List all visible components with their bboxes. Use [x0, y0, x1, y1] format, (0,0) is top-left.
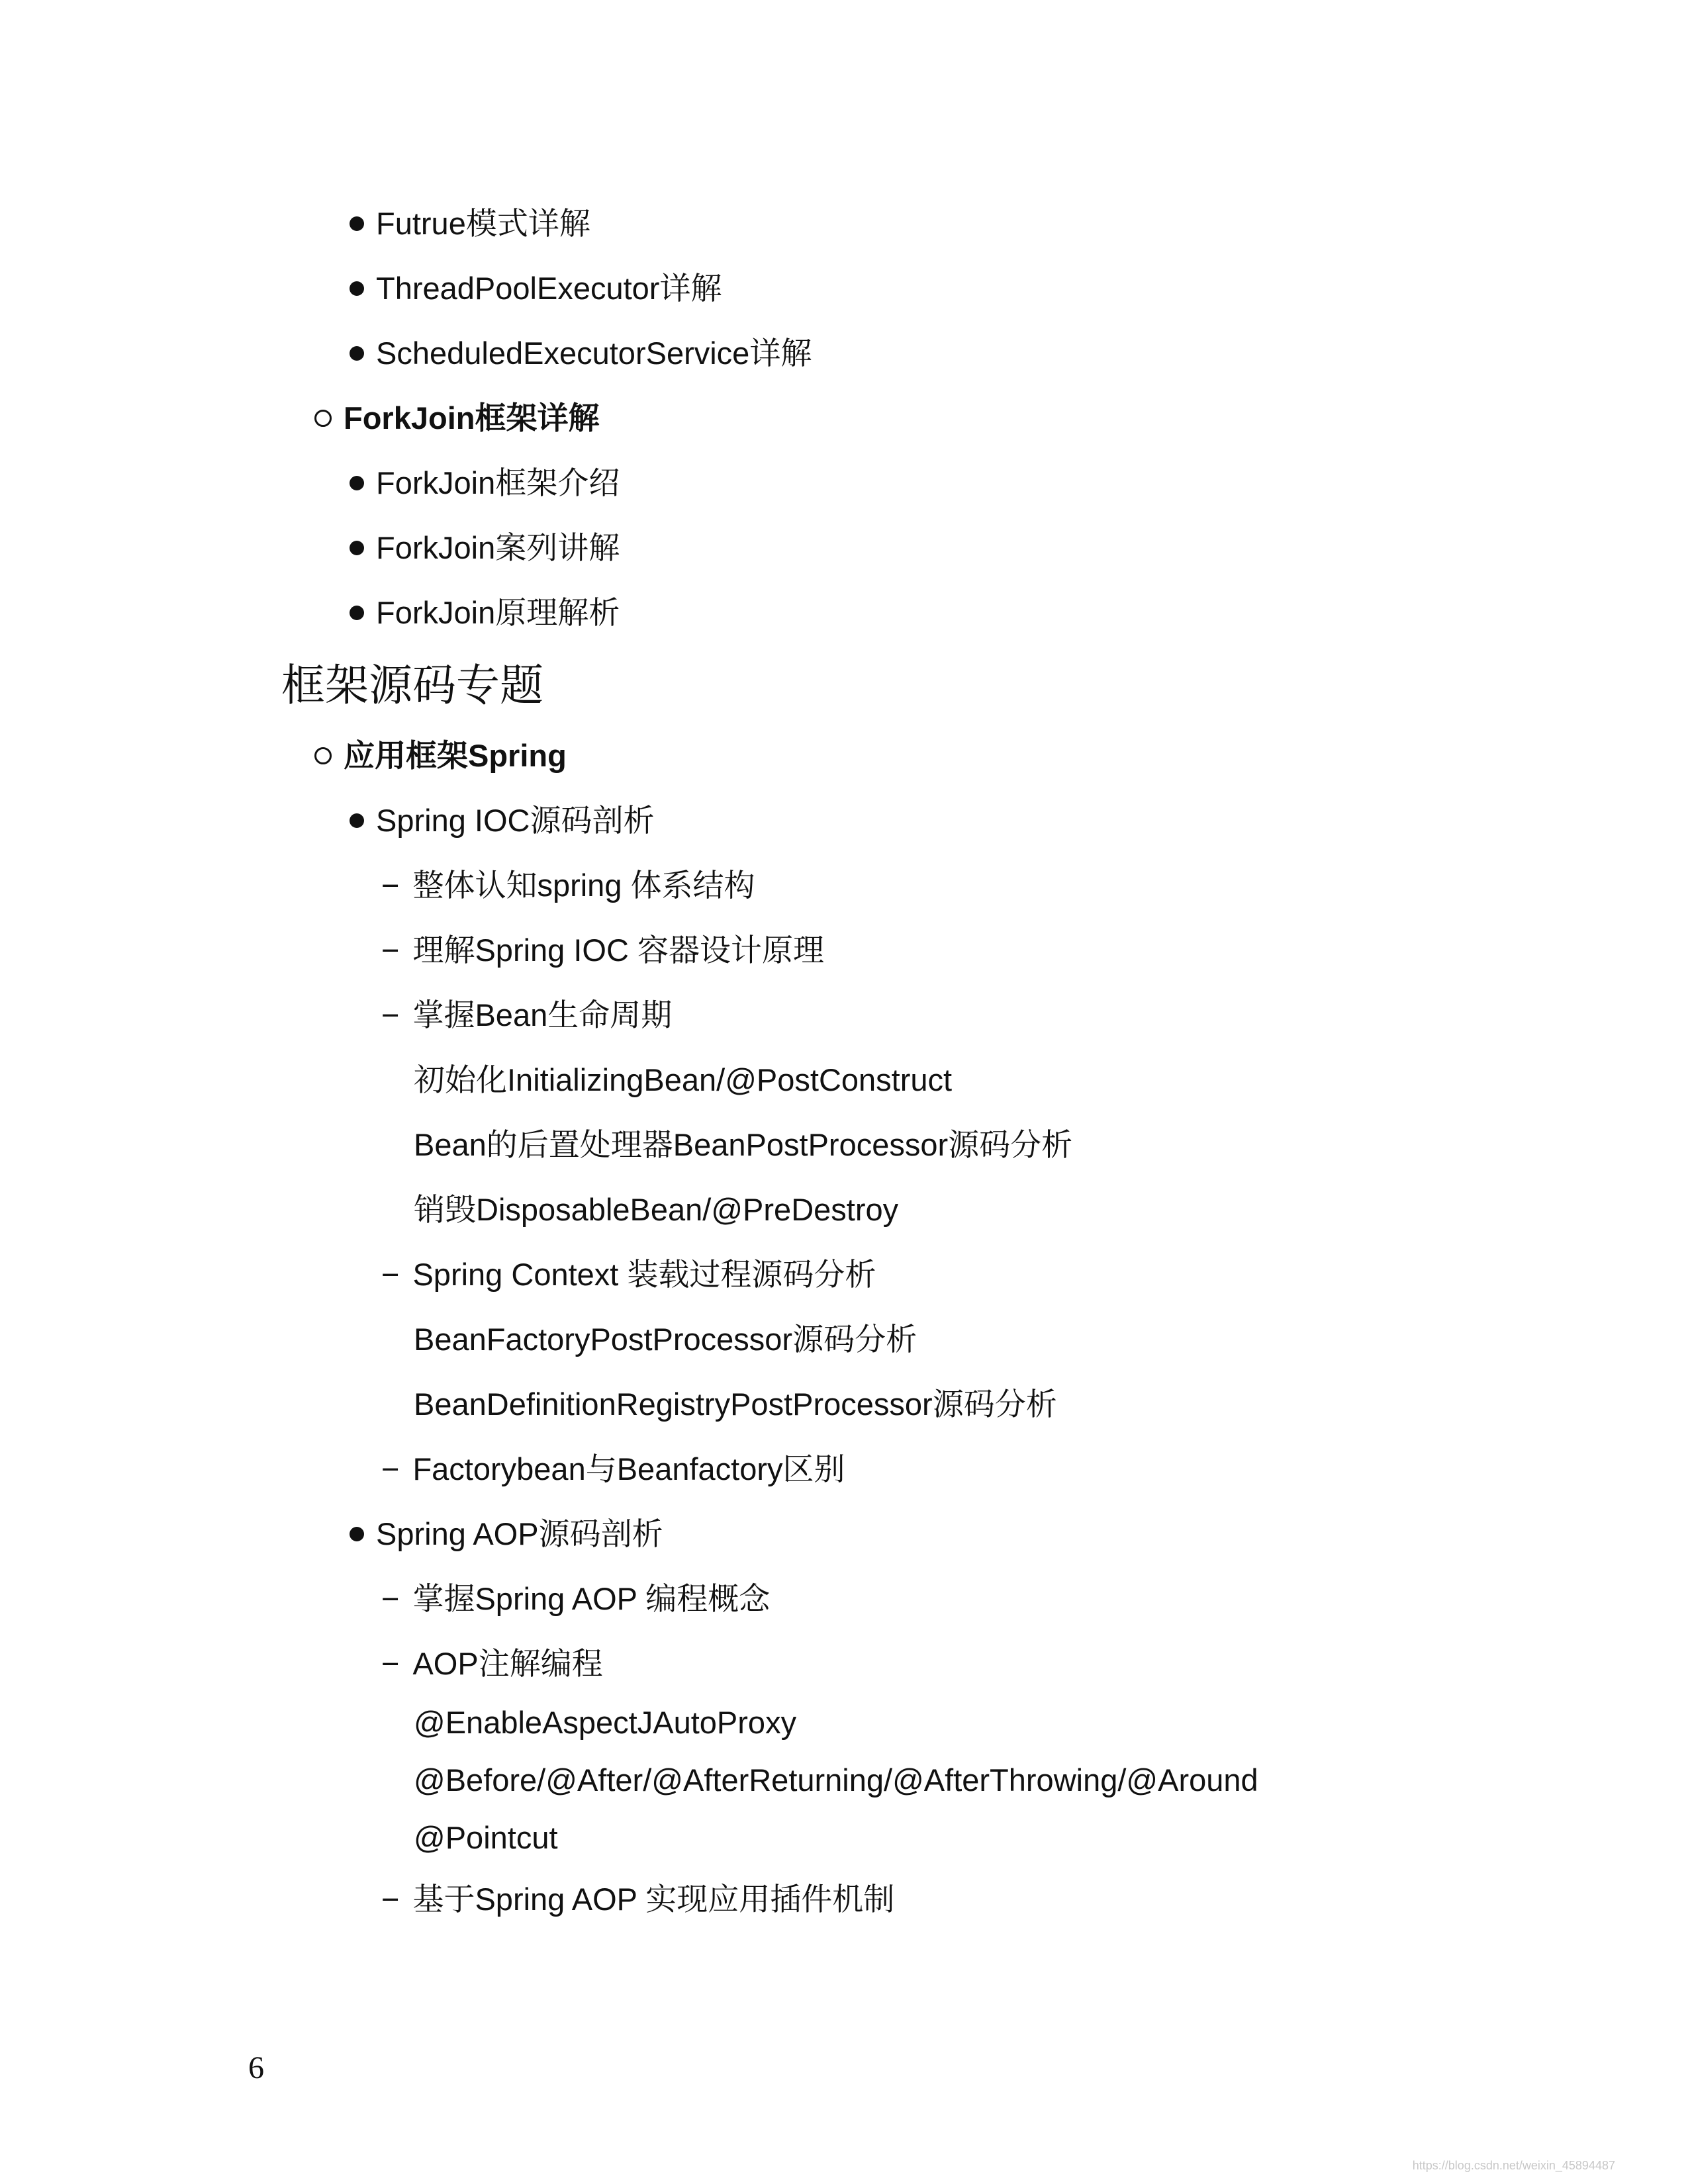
outline-subitem: − Factorybean与Beanfactory区别	[381, 1449, 845, 1489]
section-heading: 框架源码专题	[281, 660, 543, 709]
outline-item: Futrue模式详解	[350, 204, 590, 244]
outline-detail: BeanDefinitionRegistryPostProcessor源码分析	[414, 1387, 1057, 1422]
outline-subitem: − 掌握Spring AOP 编程概念	[381, 1579, 770, 1619]
outline-item: Spring IOC源码剖析	[350, 801, 654, 841]
outline-item: Spring AOP源码剖析	[350, 1514, 663, 1554]
outline-subitem: − 理解Spring IOC 容器设计原理	[381, 931, 824, 970]
dash-marker: −	[381, 1882, 400, 1917]
dash-marker: −	[381, 1646, 400, 1681]
dash-marker: −	[381, 868, 400, 903]
bullet-dot-icon	[350, 476, 364, 490]
outline-detail: @Before/@After/@AfterReturning/@AfterThrowing/@Around	[414, 1762, 1258, 1797]
outline-detail: @Pointcut	[414, 1820, 558, 1855]
outline-subheading: 应用框架Spring	[314, 736, 567, 776]
outline-detail: BeanFactoryPostProcessor源码分析	[414, 1322, 917, 1357]
bullet-ring-icon	[314, 410, 332, 427]
bullet-dot-icon	[350, 346, 364, 361]
outline-item: ThreadPoolExecutor详解	[350, 269, 722, 308]
bullet-dot-icon	[350, 813, 364, 828]
outline-detail: Bean的后置处理器BeanPostProcessor源码分析	[414, 1127, 1073, 1162]
outline-subitem: − 掌握Bean生命周期	[381, 995, 672, 1035]
outline-detail: @EnableAspectJAutoProxy	[414, 1705, 797, 1740]
bullet-ring-icon	[314, 747, 332, 764]
bullet-dot-icon	[350, 606, 364, 620]
bullet-dot-icon	[350, 216, 364, 231]
bullet-dot-icon	[350, 1527, 364, 1541]
outline-item: ForkJoin框架介绍	[350, 463, 620, 503]
outline-item: ForkJoin案列讲解	[350, 528, 620, 568]
outline-detail: 销毁DisposableBean/@PreDestroy	[414, 1192, 899, 1227]
watermark: https://blog.csdn.net/weixin_45894487	[1412, 2159, 1615, 2172]
bullet-dot-icon	[350, 541, 364, 555]
outline-subitem: − 基于Spring AOP 实现应用插件机制	[381, 1880, 894, 1919]
dash-marker: −	[381, 1257, 400, 1292]
outline-item: ScheduledExecutorService详解	[350, 334, 812, 373]
outline-subheading: ForkJoin框架详解	[314, 398, 599, 438]
outline-detail: 初始化InitializingBean/@PostConstruct	[414, 1062, 953, 1097]
outline-item: ForkJoin原理解析	[350, 593, 620, 633]
outline-subitem: − 整体认知spring 体系结构	[381, 866, 755, 905]
dash-marker: −	[381, 1581, 400, 1616]
dash-marker: −	[381, 997, 400, 1032]
page-number: 6	[248, 2050, 264, 2085]
outline-subitem: − AOP注解编程	[381, 1644, 603, 1684]
dash-marker: −	[381, 1451, 400, 1486]
dash-marker: −	[381, 933, 400, 968]
outline-subitem: − Spring Context 装载过程源码分析	[381, 1255, 876, 1295]
bullet-dot-icon	[350, 281, 364, 296]
